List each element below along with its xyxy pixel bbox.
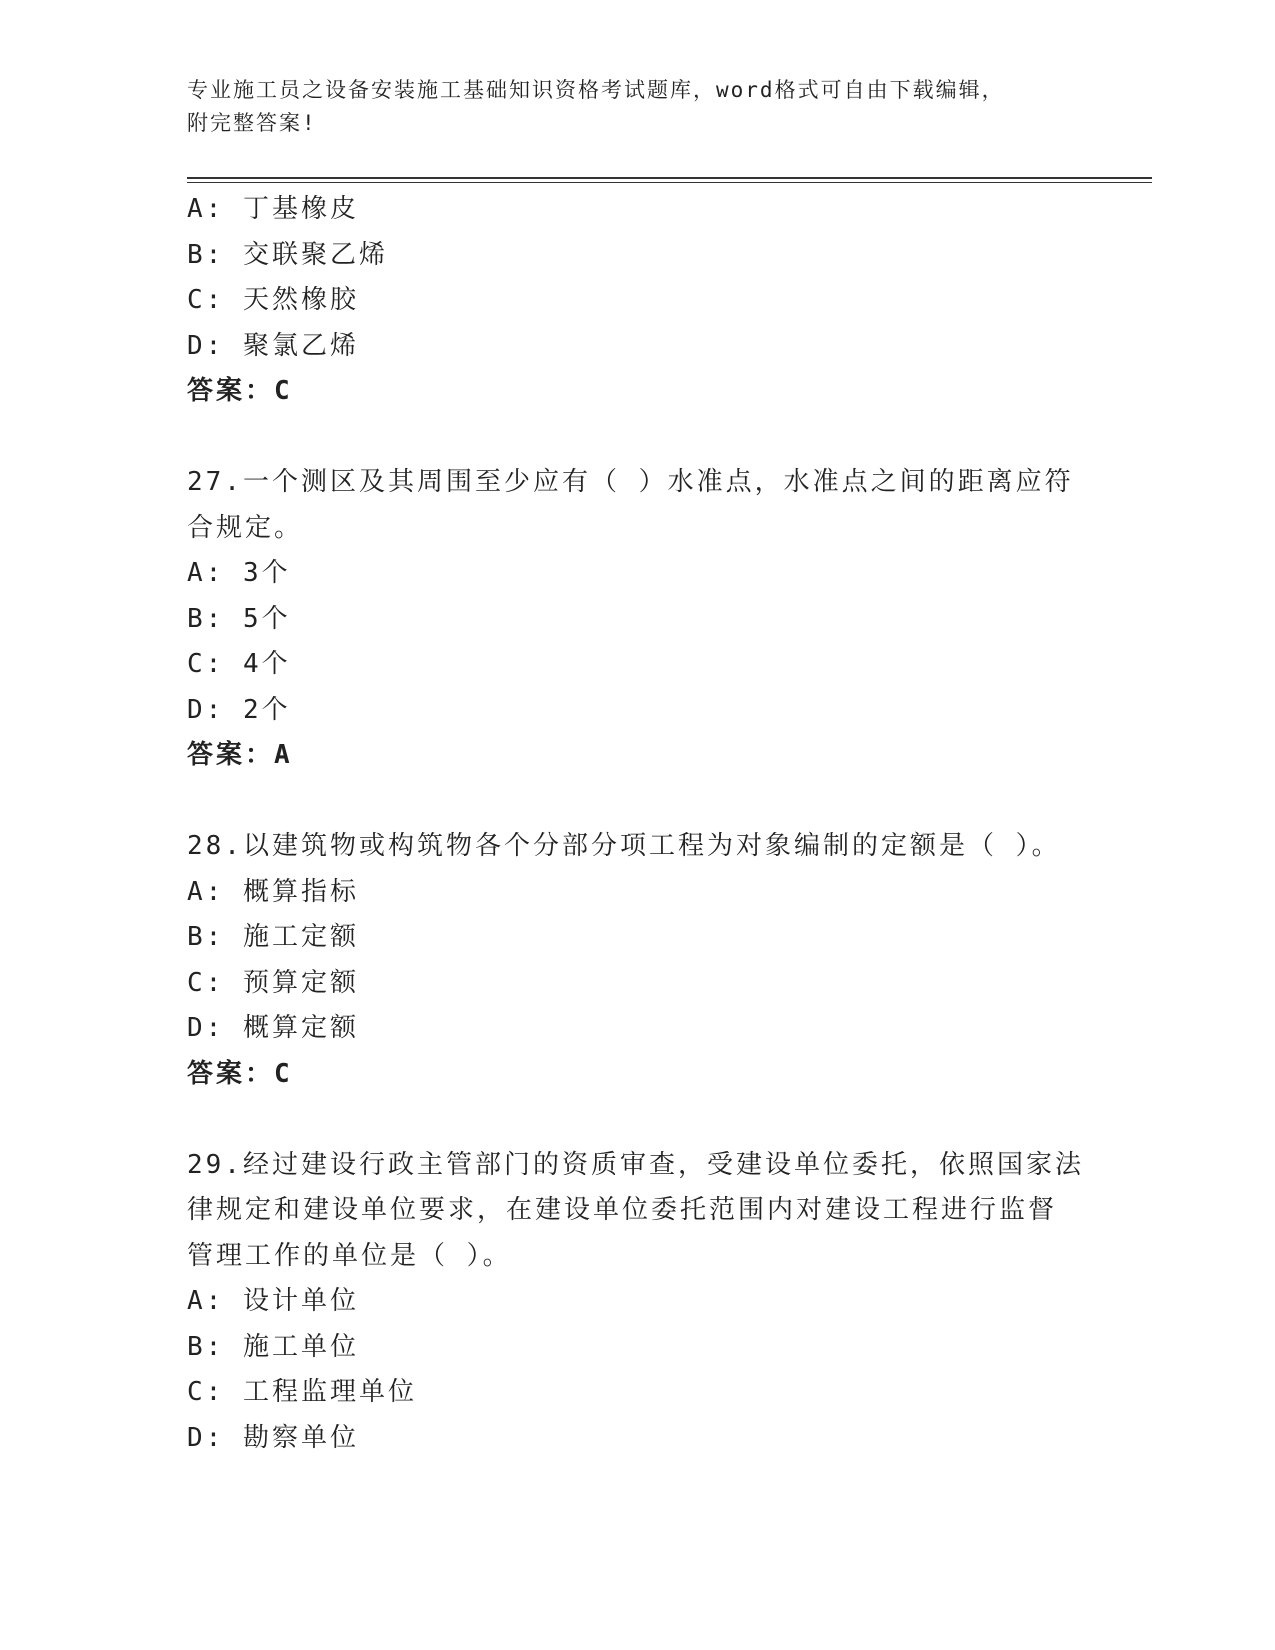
answer-line: 答案：C xyxy=(187,376,293,406)
option-a: A: 3个 xyxy=(187,558,291,588)
option-c: C: 天然橡胶 xyxy=(187,285,359,315)
option-a: A: 丁基橡皮 xyxy=(187,194,359,224)
question-stem-line: 律规定和建设单位要求，在建设单位委托范围内对建设工程进行监督 xyxy=(187,1195,1058,1225)
question-stem-line: 管理工作的单位是（ ）。 xyxy=(187,1240,512,1271)
spacer xyxy=(187,779,1087,825)
question-list xyxy=(187,187,1087,1461)
answer-line: 答案：C xyxy=(187,1058,293,1089)
option-b: B: 5个 xyxy=(187,603,291,634)
option-c: C: 工程监理单位 xyxy=(187,1377,417,1407)
spacer xyxy=(187,415,1087,461)
option-d: D: 聚氯乙烯 xyxy=(187,330,359,361)
document-header xyxy=(187,74,1087,140)
option-d: D: 勘察单位 xyxy=(187,1422,359,1453)
option-b: B: 施工单位 xyxy=(187,1331,359,1362)
header-divider-thick xyxy=(187,177,1152,179)
question-28 xyxy=(187,824,1087,1097)
question-stem-line: 27.一个测区及其周围至少应有（ ）水准点，水准点之间的距离应符 xyxy=(187,467,1074,497)
option-a: A: 设计单位 xyxy=(187,1286,359,1316)
option-d: D: 2个 xyxy=(187,694,291,725)
header-line-2: 附完整答案! xyxy=(187,111,317,135)
question-stem-line: 29.经过建设行政主管部门的资质审查，受建设单位委托，依照国家法 xyxy=(187,1149,1084,1180)
option-c: C: 预算定额 xyxy=(187,967,359,998)
option-b: B: 交联聚乙烯 xyxy=(187,239,388,270)
spacer xyxy=(187,1097,1087,1143)
option-a: A: 概算指标 xyxy=(187,876,359,907)
answer-line: 答案：A xyxy=(187,740,293,770)
question-29 xyxy=(187,1143,1087,1462)
question-stem-line: 合规定。 xyxy=(187,512,304,543)
header-line-1: 专业施工员之设备安装施工基础知识资格考试题库，word格式可自由下载编辑， xyxy=(187,78,1005,102)
option-d: D: 概算定额 xyxy=(187,1013,359,1043)
header-divider-thin xyxy=(187,182,1152,183)
question-27 xyxy=(187,460,1087,779)
option-c: C: 4个 xyxy=(187,649,291,679)
option-b: B: 施工定额 xyxy=(187,922,359,952)
question-26-partial xyxy=(187,187,1087,415)
question-stem-line: 28.以建筑物或构筑物各个分部分项工程为对象编制的定额是（ ）。 xyxy=(187,831,1061,861)
